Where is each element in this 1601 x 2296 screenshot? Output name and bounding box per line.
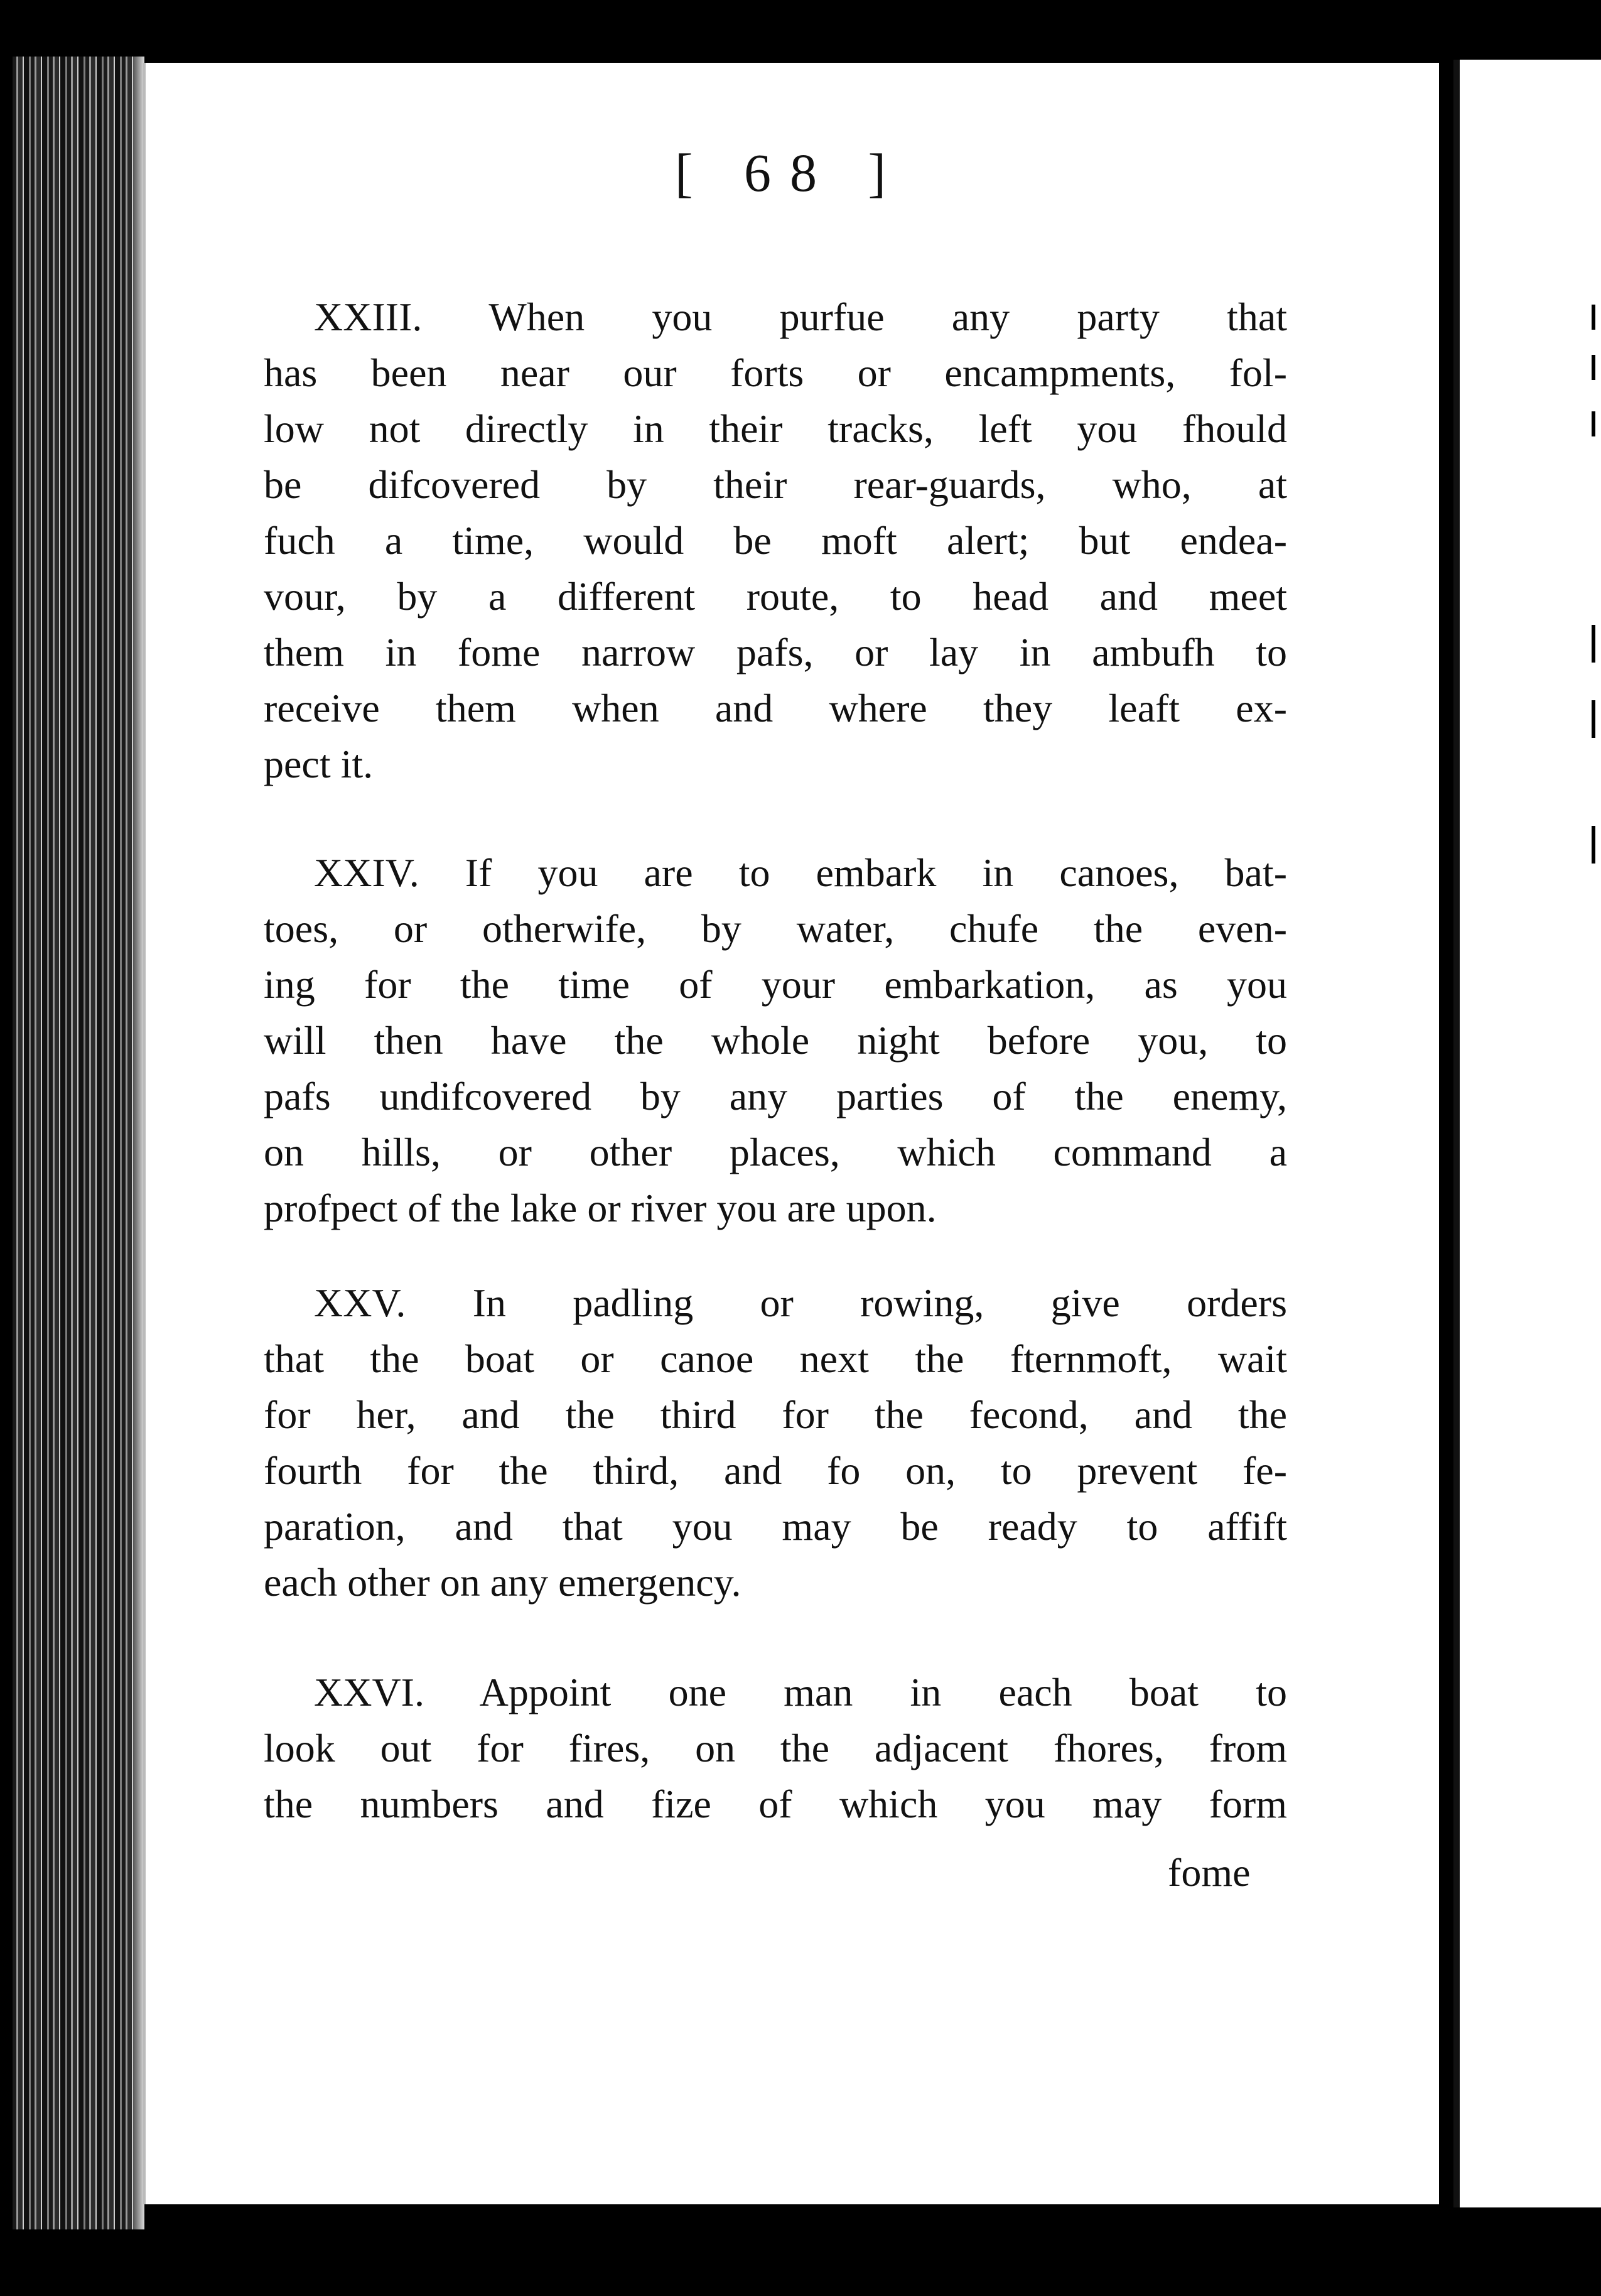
text-line: XXVI. Appoint one man in each boat to (314, 1670, 1287, 1714)
facing-page-edge (1453, 60, 1601, 2207)
text-line: XXV. In padling or rowing, give orders (314, 1281, 1287, 1325)
text-line: look out for fires, on the adjacent fhores, from (264, 1726, 1287, 1770)
facing-page-mark (1592, 826, 1595, 864)
text-line: fuch a time, would be moft alert; but endea- (264, 518, 1287, 563)
facing-page-mark (1592, 700, 1595, 738)
text-line: low not directly in their tracks, left you fhould (264, 406, 1287, 451)
text-line: receive them when and where they leaft ex- (264, 686, 1287, 730)
facing-page-mark (1592, 625, 1595, 663)
text-line: ing for the time of your embarkation, as you (264, 962, 1287, 1007)
text-line: the numbers and fize of which you may form (264, 1782, 1287, 1826)
page-number: [ 68 ] (674, 143, 905, 203)
page-edges (13, 57, 144, 2229)
text-line: has been near our forts or encampments, fol- (264, 350, 1287, 395)
text-line: XXIV. If you are to embark in canoes, bat- (314, 850, 1287, 895)
text-line: fourth for the third, and fo on, to prevent fe- (264, 1448, 1287, 1493)
text-line: each other on any emergency. (264, 1560, 741, 1605)
text-line: vour, by a different route, to head and meet (264, 574, 1287, 619)
facing-page-mark (1592, 355, 1595, 380)
text-line: XXIII. When you purfue any party that (314, 295, 1287, 339)
catchword: fome (1168, 1850, 1251, 1895)
text-line: profpect of the lake or river you are upon. (264, 1186, 937, 1230)
text-line: for her, and the third for the fecond, and the (264, 1392, 1287, 1437)
text-line: be difcovered by their rear-guards, who, at (264, 462, 1287, 507)
text-line: pect it. (264, 742, 374, 786)
paragraph-xxv (264, 1275, 1287, 1610)
facing-page-mark (1592, 305, 1595, 330)
text-line: that the boat or canoe next the fternmoft, wait (264, 1336, 1287, 1381)
text-line: will then have the whole night before you, to (264, 1018, 1287, 1063)
text-line: them in fome narrow pafs, or lay in ambufh to (264, 630, 1287, 674)
paragraph-xxiii (264, 289, 1287, 792)
paragraph-xxiv (264, 845, 1287, 1236)
text-line: toes, or otherwife, by water, chufe the even- (264, 906, 1287, 951)
text-line: on hills, or other places, which command a (264, 1130, 1287, 1174)
facing-page-mark (1592, 411, 1595, 436)
text-line: pafs undifcovered by any parties of the enemy, (264, 1074, 1287, 1118)
paragraph-xxvi (264, 1664, 1287, 1832)
text-line: paration, and that you may be ready to affift (264, 1504, 1287, 1549)
